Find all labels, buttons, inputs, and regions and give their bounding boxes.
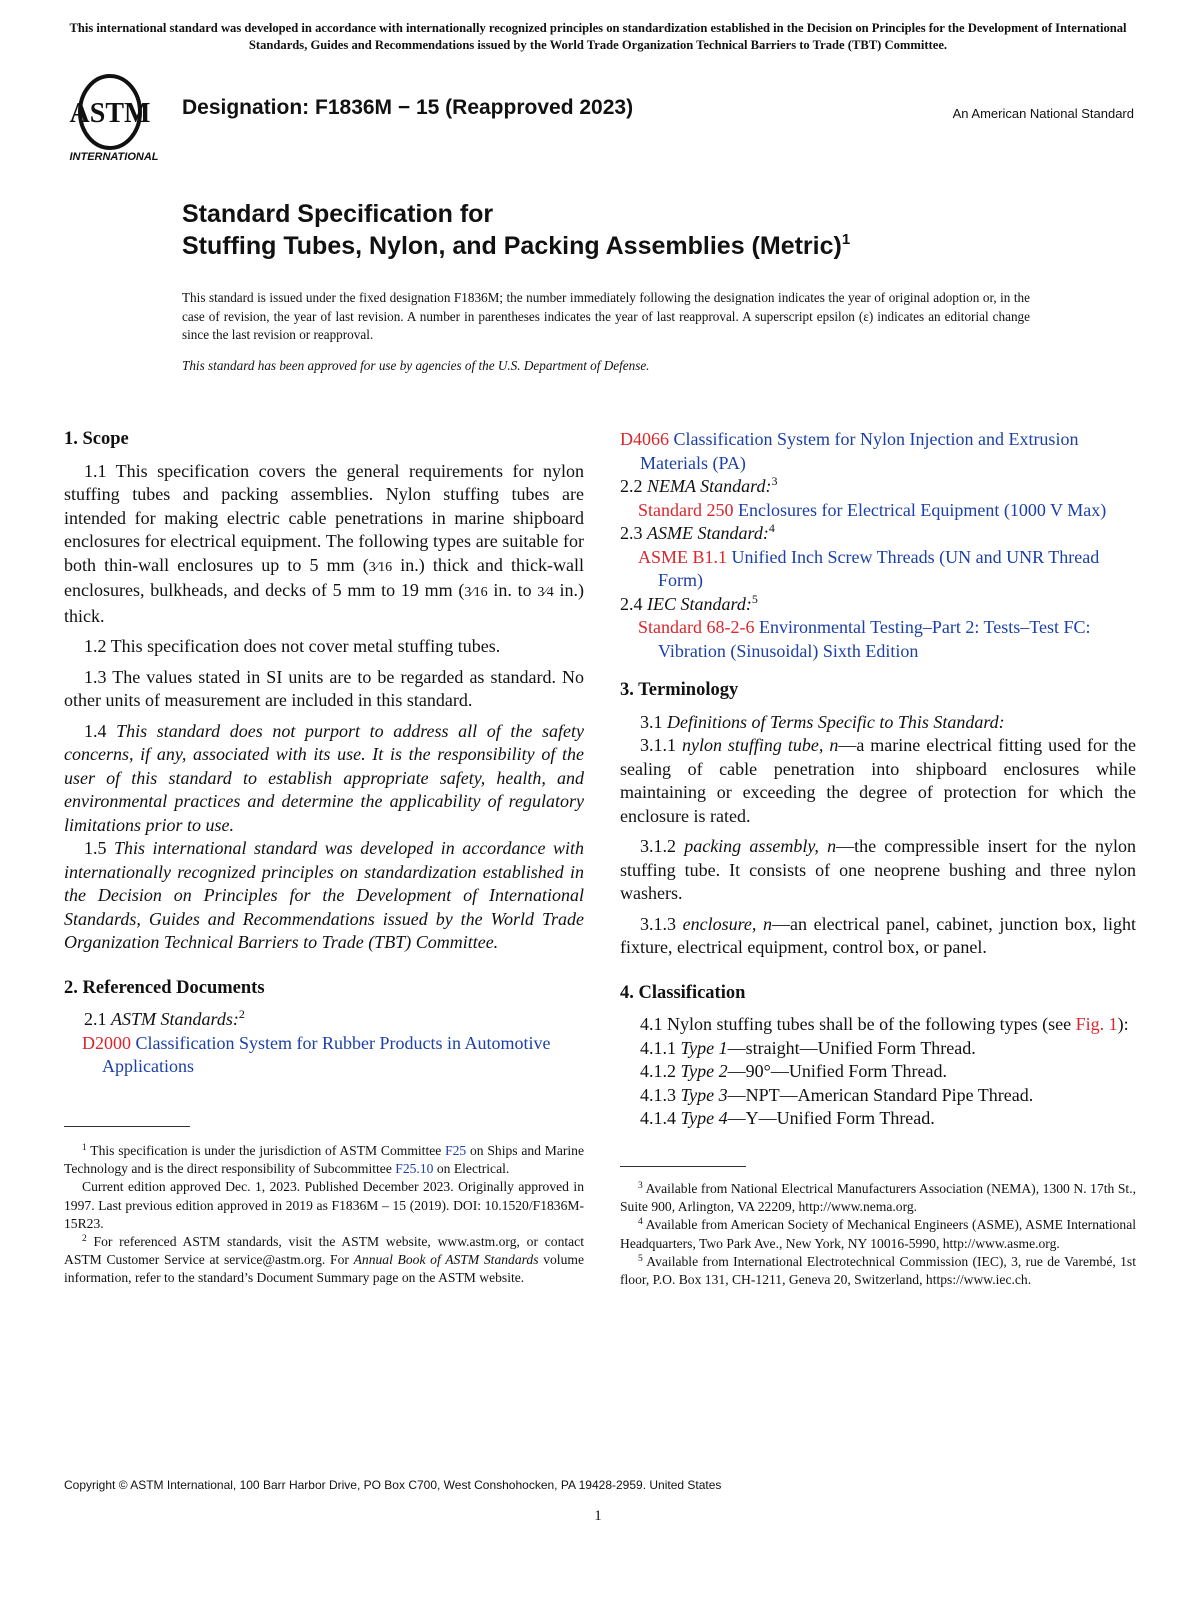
ref-d4066-code[interactable]: D4066	[620, 429, 669, 449]
document-title	[182, 198, 850, 262]
american-national-standard-label: An American National Standard	[952, 106, 1134, 121]
copyright-notice: Copyright © ASTM International, 100 Barr Harbor Drive, PO Box C700, West Conshohocken, PA 19428-2959. United States	[64, 1478, 722, 1492]
ref-nema-title[interactable]: Enclosures for Electrical Equipment (1000 V Max)	[737, 499, 1107, 520]
ref-iec-code[interactable]: Standard 68-2-6	[638, 617, 755, 637]
footnotes-left	[64, 1142, 584, 1288]
para-1-3: 1.3 The values stated in SI units are to be regarded as standard. No other units of measurement are included in this standard.	[64, 666, 584, 710]
section-heading-classification: 4. Classification	[620, 982, 746, 1003]
section-heading-terminology: 3. Terminology	[620, 680, 739, 700]
f25-link[interactable]: F25	[445, 1143, 467, 1158]
f25-10-link[interactable]: F25.10	[395, 1161, 434, 1177]
term-enclosure: 3.1.3 enclosure, n—an electrical panel, cabinet, junction box, light fixture, electrical equipment, control box, or panel.	[620, 913, 1137, 957]
ref-d4066-title[interactable]: Classification System for Nylon Injection and Extrusion Materials (PA)	[640, 429, 1079, 473]
designation: Designation: F1836M − 15 (Reapproved 2023)	[182, 96, 634, 119]
right-column	[620, 428, 1136, 1131]
type-1-item: 4.1.1 Type 1—straight—Unified Form Thread.	[640, 1037, 976, 1058]
left-column	[64, 428, 584, 1079]
astm-logo	[62, 72, 172, 168]
logo-subtext: INTERNATIONAL	[69, 151, 159, 163]
fig-1-link[interactable]: Fig. 1	[1075, 1014, 1118, 1034]
issuance-note: This standard is issued under the fixed designation F1836M; the number immediately following the designation indicates the year of original adoption or, in the case of revision, the year of last revision. A number in parentheses indicates the year of last reapproval. A superscript epsilon (ε) indicates an editorial change since the last revision or reapproval.	[182, 290, 1030, 342]
ref-d2000-title[interactable]: Classification System for Rubber Products in Automotive Applications	[102, 1032, 551, 1076]
type-4-item: 4.1.4 Type 4—Y—Unified Form Thread.	[640, 1108, 935, 1128]
ref-d4066[interactable]	[620, 428, 1136, 475]
para-2-4: 2.4 IEC Standard:$^5$	[620, 591, 758, 614]
ref-nema-code[interactable]: Standard 250	[638, 499, 734, 520]
section-heading-referenced-documents: 2. Referenced Documents	[64, 977, 265, 998]
edition-note: Current edition approved Dec. 1, 2023. Published December 2023. Originally approved in 1997. Last previous edition approved in 2019 as F1836M – 15 (2019). DOI: 10.1520/F1836M-15R23.	[64, 1179, 584, 1231]
title-line-1: Standard Specification for	[182, 200, 494, 228]
ref-asme-title[interactable]: Unified Inch Screw Threads (UN and UNR Thread Form)	[658, 546, 1100, 590]
title-line-2	[182, 230, 850, 262]
para-1-5: 1.5 This international standard was developed in accordance with internationally recognized principles on standardization established in the Decision on Principles for the Development of International Standards, Guides and Recommendations issued by the World Trade Organization Technical Barriers to Trade (TBT) Committee.	[64, 838, 584, 952]
para-2-2: 2.2 NEMA Standard:$^3$	[620, 474, 778, 496]
footnote-1: $^1$ This specification is under the jurisdiction of ASTM Committee F25 on Ships and Marine Technology and is the direct responsibility of Subcommittee F25.10 on Electrical.	[64, 1143, 584, 1177]
footnote-divider-right	[620, 1166, 746, 1167]
ref-iec-68-2-6[interactable]	[620, 616, 1136, 663]
ref-asme-code[interactable]: ASME B1.1	[638, 546, 728, 567]
para-2-1: 2.1 ASTM Standards:$^2$	[84, 1007, 245, 1029]
footnote-5: $^5$ Available from International Electrotechnical Commission (IEC), 3, rue de Varembé, 1st floor, P.O. Box 131, CH-1211, Geneva 20, Switzerland, https://www.iec.ch.	[620, 1253, 1136, 1288]
footnote-4: $^4$ Available from American Society of Mechanical Engineers (ASME), ASME International Headquarters, Two Park Ave., New York, NY 10016-5990, http://www.asme.org.	[620, 1217, 1136, 1251]
para-1-1: 1.1 This specification covers the general requirements for nylon stuffing tubes and packing assemblies. Nylon stuffing tubes are intended for making electric cable penetrations in marine shipboard enclosures for electrical equipment. The following types are suitable for both thin-wall enclosures up to 5 mm (3⁄16 in.) thick and thick-wall enclosures, bulkheads, and decks of 5 mm to 19 mm (3⁄16 in. to 3⁄4 in.) thick.	[64, 460, 584, 626]
ref-nema-250[interactable]	[620, 499, 1136, 523]
ref-d2000-code[interactable]: D2000	[82, 1032, 131, 1053]
title-line-2-text: Stuffing Tubes, Nylon, and Packing Assemblies (Metric)	[182, 232, 842, 260]
type-2-item: 4.1.2 Type 2—90°—Unified Form Thread.	[640, 1061, 947, 1081]
para-1-4: 1.4 This standard does not purport to address all of the safety concerns, if any, associated with its use. It is the responsibility of the user of this standard to establish appropriate safety, health, and environmental practices and determine the applicability of regulatory limitations prior to use.	[64, 720, 584, 835]
para-3-1: 3.1 Definitions of Terms Specific to This Standard:	[640, 711, 1005, 732]
footnotes-right	[620, 1180, 1136, 1289]
top-notice: This international standard was developed in accordance with internationally recognized principles on standardization established in the Decision on Principles for the Development of International Standards, Guides and Recommendations issued by the World Trade Organization Technical Barriers to Trade (TBT) Committee.	[69, 21, 1127, 52]
para-1-2: 1.2 This specification does not cover metal stuffing tubes.	[84, 636, 501, 656]
footnote-3: $^3$ Available from National Electrical Manufacturers Association (NEMA), 1300 N. 17th St., Suite 900, Arlington, VA 22209, http://www.nema.org.	[620, 1181, 1136, 1215]
footnote-2: $^2$ For referenced ASTM standards, visit the ASTM website, www.astm.org, or contact ASTM Customer Service at service@astm.org. For Annual Book of ASTM Standards volume information, refer to the standard’s Document Summary page on the ASTM website.	[64, 1234, 584, 1286]
type-3-item: 4.1.3 Type 3—NPT—American Standard Pipe Thread.	[640, 1084, 1034, 1105]
ref-iec-title[interactable]: Environmental Testing–Part 2: Tests–Test FC: Vibration (Sinusoidal) Sixth Edition	[658, 617, 1091, 661]
page-number: 1	[594, 1508, 602, 1524]
section-heading-scope: 1. Scope	[64, 429, 129, 449]
astm-logo-icon	[62, 72, 172, 168]
term-nylon-stuffing-tube: 3.1.1 nylon stuffing tube, n—a marine electrical fitting used for the sealing of cable penetration into shipboard enclosures while maintaining or exceeding the degree of protection for which the enclosure is rated.	[620, 735, 1136, 826]
dod-approval-note: This standard has been approved for use by agencies of the U.S. Department of Defense.	[182, 358, 650, 373]
logo-text: ASTM	[69, 98, 151, 129]
term-packing-assembly: 3.1.2 packing assembly, n—the compressible insert for the nylon stuffing tube. It consists of one neoprene bushing and three nylon washers.	[620, 836, 1136, 903]
footnote-divider-left	[64, 1126, 190, 1127]
para-2-3: 2.3 ASME Standard:$^4$	[620, 521, 775, 543]
ref-asme-b1-1[interactable]	[620, 546, 1136, 593]
ref-d2000[interactable]	[64, 1032, 584, 1079]
title-footnote-ref[interactable]: 1	[841, 231, 851, 248]
para-4-1: 4.1 Nylon stuffing tubes shall be of the following types (see Fig. 1):	[640, 1014, 1129, 1034]
